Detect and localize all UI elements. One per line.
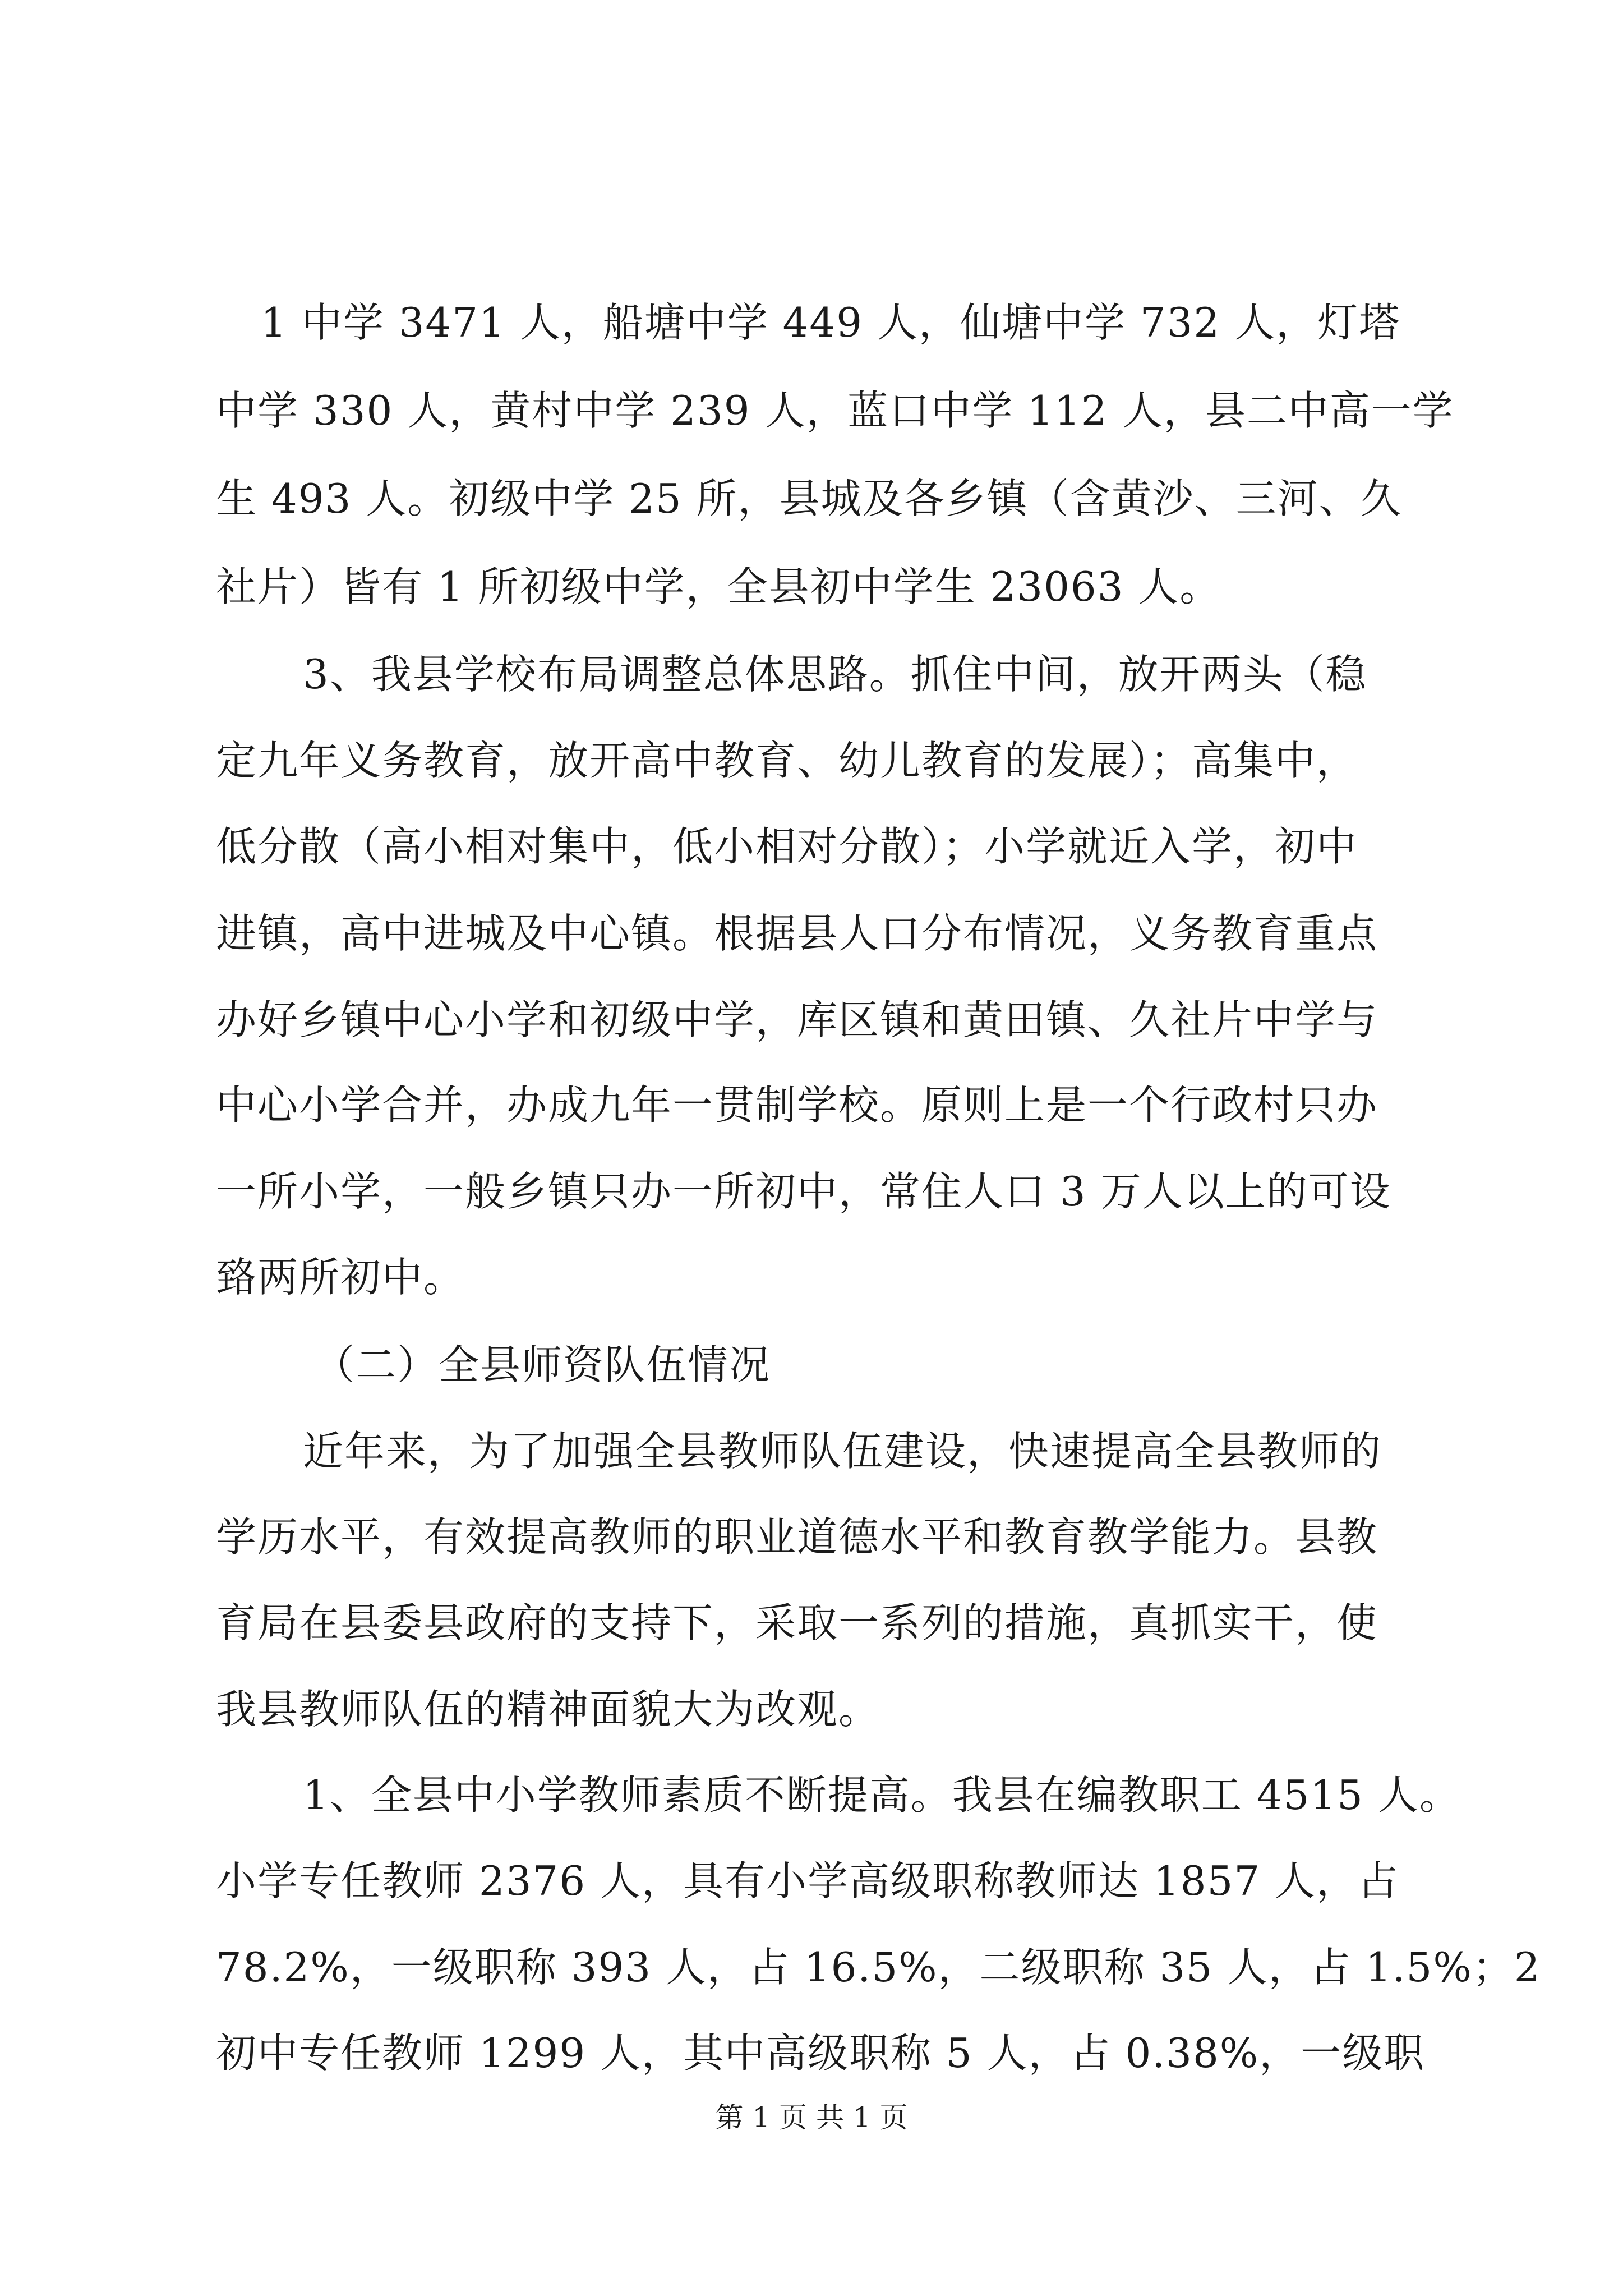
text-line: 办好乡镇中心小学和初级中学，库区镇和黄田镇、久社片中学与 <box>216 996 1378 1043</box>
text-line: 进镇，高中进城及中心镇。根据县人口分布情况，义务教育重点 <box>216 910 1378 957</box>
text-line: 一所小学，一般乡镇只办一所初中，常住人口 3 万人以上的可设 <box>216 1168 1391 1215</box>
text-line: 小学专任教师 2376 人，具有小学高级职称教师达 1857 人，占 <box>216 1857 1400 1904</box>
text-line: 生 493 人。初级中学 25 所，县城及各乡镇（含黄沙、三河、久 <box>216 475 1402 522</box>
text-line: 臵两所初中。 <box>216 1254 465 1301</box>
text-line: 中心小学合并，办成九年一贯制学校。原则上是一个行政村只办 <box>216 1082 1378 1129</box>
text-line: 1 中学 3471 人，船塘中学 449 人，仙塘中学 732 人，灯塔 <box>261 299 1401 346</box>
page-footer: 第 1 页 共 1 页 <box>715 2101 908 2134</box>
text-line: 低分散（高小相对集中，低小相对分散）；小学就近入学，初中 <box>216 823 1358 870</box>
text-line: 社片）皆有 1 所初级中学，全县初中学生 23063 人。 <box>216 563 1221 610</box>
text-line: 近年来，为了加强全县教师队伍建设，快速提高全县教师的 <box>303 1428 1382 1475</box>
text-line: 我县教师队伍的精神面貌大为改观。 <box>216 1686 880 1733</box>
text-line: 3、我县学校布局调整总体思路。抓住中间，放开两头（稳 <box>303 651 1367 698</box>
text-line: 78.2%，一级职称 393 人，占 16.5%，二级职称 35 人，占 1.5%；2 <box>216 1944 1541 1991</box>
text-line: 定九年义务教育，放开高中教育、幼儿教育的发展）；高集中， <box>216 737 1358 784</box>
section-heading: （二）全县师资队伍情况 <box>314 1341 771 1388</box>
text-line: 学历水平，有效提高教师的职业道德水平和教育教学能力。县教 <box>216 1513 1378 1561</box>
text-line: 1、全县中小学教师素质不断提高。我县在编教职工 4515 人。 <box>303 1772 1461 1819</box>
text-line: 中学 330 人，黄村中学 239 人，蓝口中学 112 人，县二中高一学 <box>216 387 1454 434</box>
text-line: 初中专任教师 1299 人，其中高级职称 5 人，占 0.38%，一级职 <box>216 2030 1426 2077</box>
text-line: 育局在县委县政府的支持下，采取一系列的措施，真抓实干，使 <box>216 1599 1378 1646</box>
